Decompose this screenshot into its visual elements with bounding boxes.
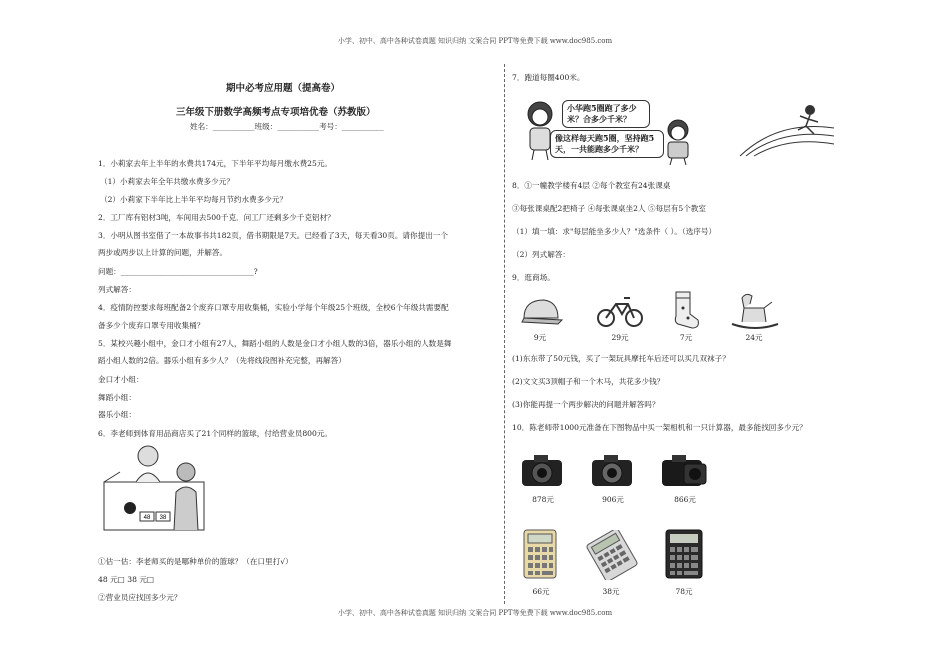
text-line: 4．疫情防控要求每班配备2个废弃口罩专用收集桶，实验小学每个年级25个班级，全校6个年级共需要配 (98, 303, 449, 312)
text-line: (2)文文买3顶帽子和一个木马，共花多少钱？ (512, 377, 665, 386)
camera-icon (660, 452, 708, 490)
sock-icon (668, 290, 702, 330)
calculator-icon (584, 530, 640, 580)
text-line: 10．陈老师带1000元准备在下图物品中买一架相机和一只计算器，最多能找回多少元？ (512, 423, 807, 432)
text-line: （2）列式解答： (512, 250, 570, 259)
text-line: (1)东东带了50元钱，买了一架玩具摩托车后还可以买几双袜子？ (512, 354, 730, 363)
column-divider (504, 64, 505, 604)
boy-illustration (656, 118, 700, 166)
calculator-icon (664, 528, 704, 580)
text-line: 问题：___________________________________? (98, 267, 258, 276)
text-line: 蹈小组人数的2倍。器乐小组有多少人？（先将线段图补充完整，再解答） (98, 356, 346, 365)
text-line: 6．李老师到体育用品商店买了21个同样的篮球，付给营业员800元。 (98, 429, 333, 438)
text-line: 两步或两步以上计算的问题，并解答。 (98, 248, 228, 257)
text-line: 5．某校兴趣小组中，金口才小组有27人，舞蹈小组的人数是金口才小组人数的3倍，器乐小组的人数是舞 (98, 339, 452, 348)
student-info: 姓名：___________班级：___________考号：___________ (190, 122, 384, 131)
calculator-price: 78元 (675, 587, 693, 596)
page-footer: 小学、初中、高中各种试卷真题 知识归纳 文案合同 PPT等免费下载 www.doc985.com (337, 609, 613, 617)
text-line: （1）填一填：求"每层能坐多少人？"选条件（ ）。（选序号） (512, 227, 717, 236)
exam-title: 期中必考应用题（提高卷） (226, 83, 341, 94)
text-line: 3．小明从图书室借了一本故事书共182页，借书期限是7天。已经看了3天，每天看30页。请你提出一个 (98, 231, 448, 240)
speech-bubble-boy: 像这样每天跑5圈，坚持跑5天，一共能跑多少千米？ (550, 130, 664, 158)
question-7: 7．跑道每圈400米。 (512, 73, 585, 82)
text-line: 舞蹈小组： (98, 393, 136, 402)
calculator-price: 66元 (532, 587, 550, 596)
text-line: （2）小莉家下半年比上半年平均每月节约水费多少元？ (100, 195, 288, 204)
sock-price: 7元 (679, 333, 693, 342)
camera-price: 906元 (602, 495, 624, 504)
text-line: 列式解答： (98, 285, 136, 294)
cap-icon (518, 296, 564, 328)
text-line: 48 元□ 38 元□ (98, 575, 155, 584)
camera-icon (590, 452, 634, 488)
motorcycle-icon (596, 292, 644, 328)
text-line: 9．逛商场。 (512, 273, 555, 282)
rocking-horse-icon (730, 290, 780, 330)
camera-icon (520, 452, 564, 488)
text-line: ②营业员应找回多少元？ (98, 593, 182, 602)
exam-subtitle: 三年级下册数学高频考点专项培优卷（苏教版） (176, 107, 376, 118)
calculator-price: 38元 (602, 587, 620, 596)
camera-price: 866元 (674, 495, 696, 504)
running-track-illustration (738, 100, 836, 158)
speech-bubble-girl: 小华跑5圈跑了多少米？合多少千米？ (562, 100, 650, 128)
text-line: ①估一估：李老师买的是哪种单价的篮球？（在口里打√） (98, 557, 293, 566)
text-line: 2．工厂库有铝材3吨，车间用去500千克．问工厂还剩多少千克铝材？ (98, 213, 335, 222)
price-tag-label: 48 (143, 515, 151, 521)
page-header: 小学、初中、高中各种试卷真题 知识归纳 文案合同 PPT等免费下载 www.doc985.com (337, 37, 613, 45)
basketball-shop-illustration (100, 442, 208, 538)
rocking-horse-price: 24元 (745, 333, 763, 342)
text-line: 金口才小组： (98, 375, 144, 384)
text-line: 器乐小组： (98, 410, 136, 419)
camera-price: 878元 (532, 495, 554, 504)
text-line: (3)你能再提一个两步解决的问题并解答吗？ (512, 400, 660, 409)
calculator-icon (522, 528, 558, 580)
cap-price: 9元 (533, 333, 547, 342)
text-line: 8．①一幢教学楼有4层 ②每个教室有24张课桌 (512, 181, 671, 190)
text-line: ③每张课桌配2把椅子 ④每张课桌坐2人 ⑤每层有5个教室 (512, 204, 706, 213)
text-line: 备多少个废弃口罩专用收集桶？ (98, 321, 205, 330)
text-line: （1）小莉家去年全年共缴水费多少元？ (100, 177, 234, 186)
motorcycle-price: 29元 (611, 333, 629, 342)
price-tag-label: 38 (159, 515, 167, 521)
text-line: 1．小莉家去年上半年的水费共174元，下半年平均每月缴水费25元。 (98, 159, 333, 168)
